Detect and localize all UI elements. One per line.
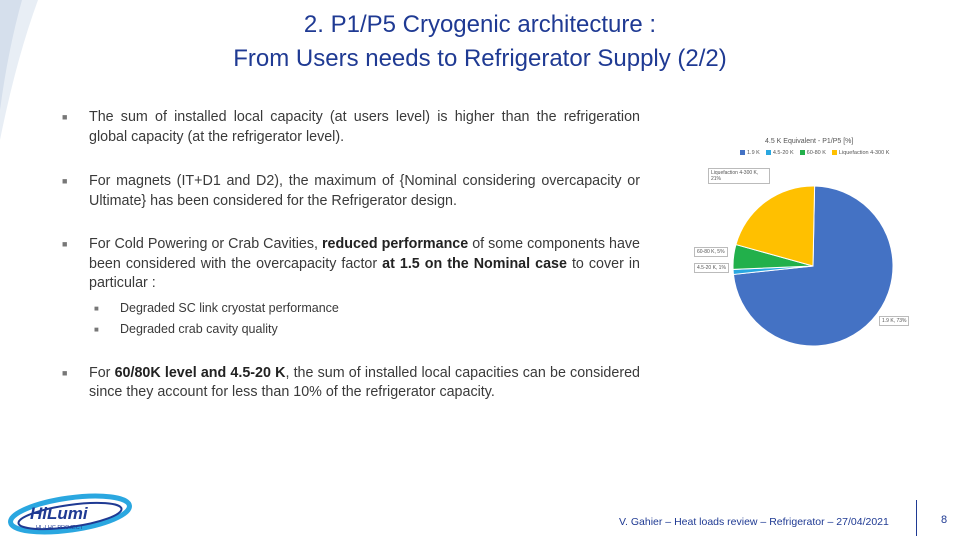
bullet-square-icon: ■ bbox=[94, 324, 99, 334]
corner-swoosh-decoration bbox=[0, 0, 60, 140]
chart-title: 4.5 K Equivalent - P1/P5 [%] bbox=[765, 138, 854, 145]
pie-slice-label: 60-80 K, 5% bbox=[694, 247, 728, 257]
footer-divider bbox=[916, 500, 917, 536]
pie-slice-label: 1.9 K, 73% bbox=[879, 316, 909, 326]
legend-label: 1.9 K bbox=[747, 150, 760, 156]
legend-label: Liquefaction 4-300 K bbox=[838, 150, 890, 156]
legend-label: 60-80 K bbox=[806, 150, 826, 156]
bullet-text: For Cold Powering or Crab Cavities, bbox=[89, 236, 322, 252]
logo-text: HiLumi bbox=[30, 504, 88, 523]
legend-label: 4.5-20 K bbox=[772, 150, 794, 156]
sub-bullet-item bbox=[89, 319, 640, 340]
bullet-item bbox=[60, 172, 640, 211]
bullet-text: The sum of installed local capacity (at users level) is higher than the refrigeration global capacity (at the refrigerator level). bbox=[89, 109, 640, 145]
bullet-list bbox=[60, 108, 640, 403]
bullet-square-icon: ■ bbox=[62, 367, 68, 378]
slide-title-line1: 2. P1/P5 Cryogenic architecture : bbox=[303, 11, 657, 38]
pie-slice-label: 4.5-20 K, 1% bbox=[694, 263, 729, 273]
hilumi-logo bbox=[8, 492, 134, 536]
bullet-item bbox=[60, 235, 640, 294]
bullet-bold-text: reduced performance bbox=[321, 236, 469, 252]
sub-bullet-text: Degraded SC link cryostat performance bbox=[120, 300, 339, 315]
bullet-text: For bbox=[89, 364, 115, 381]
bullet-text: to cover in particular : bbox=[89, 255, 640, 291]
bullet-text: , the sum of installed local capacities can be considered since they account for less than 10% of the refrigerator capacity. bbox=[89, 364, 640, 400]
bullet-square-icon: ■ bbox=[94, 303, 99, 313]
slide-title bbox=[120, 8, 840, 76]
bullet-square-icon: ■ bbox=[62, 239, 68, 249]
pie-chart-svg bbox=[690, 130, 950, 350]
bullet-square-icon: ■ bbox=[62, 112, 68, 122]
bullet-bold-text: at 1.5 on the Nominal case bbox=[382, 255, 567, 272]
bullet-square-icon: ■ bbox=[62, 176, 68, 186]
page-number: 8 bbox=[941, 514, 948, 526]
pie-slice-label: Liquefaction 4-300 K, 21% bbox=[708, 168, 770, 184]
logo-subtext: HL-LHC PROJECT bbox=[36, 525, 84, 531]
bullet-text: of some components have been considered with the overcapacity factor bbox=[89, 236, 640, 272]
bullet-text: For magnets (IT+D1 and D2), the maximum of {Nominal considering overcapacity or Ultimate} has been considered for the Refrigerator design. bbox=[89, 173, 640, 209]
sub-bullet-list bbox=[60, 298, 640, 340]
footer-text: V. Gahier – Heat loads review – Refrigerator – 27/04/2021 bbox=[619, 516, 889, 528]
slide-title-line2: From Users needs to Refrigerator Supply (2/2) bbox=[233, 45, 727, 72]
bullet-item bbox=[60, 364, 640, 403]
bullet-item bbox=[60, 108, 640, 147]
sub-bullet-text: Degraded crab cavity quality bbox=[120, 321, 278, 336]
bullet-bold-text: 60/80K level and 4.5-20 K bbox=[114, 364, 286, 381]
pie-chart bbox=[690, 130, 950, 350]
sub-bullet-item bbox=[89, 298, 640, 319]
